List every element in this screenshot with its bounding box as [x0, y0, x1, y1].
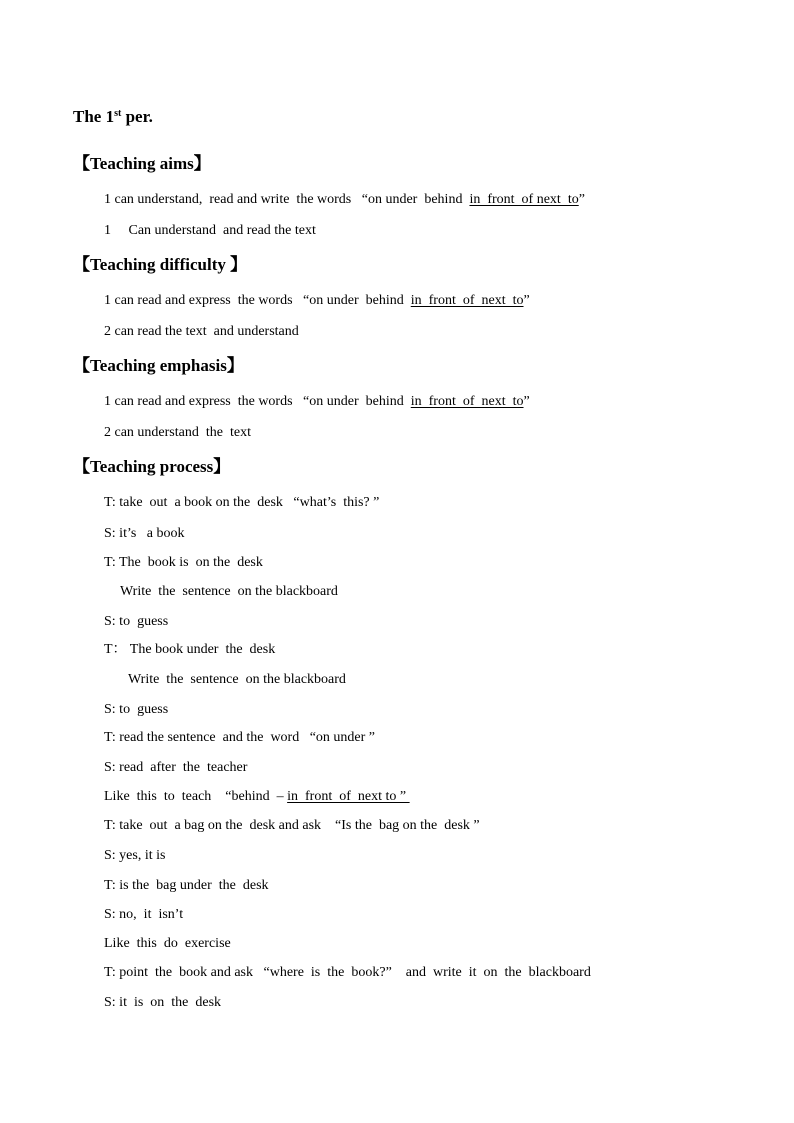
process-line-5: S: to guess [104, 614, 169, 629]
difficulty-line-1-underlined: in front of next to [410, 293, 524, 308]
aims-line-1-close-quote: ” [578, 192, 585, 207]
heading-teaching-emphasis: 【Teaching emphasis】 [73, 356, 244, 375]
page-title [73, 107, 153, 127]
aims-line-2: 1 Can understand and read the text [104, 223, 316, 238]
process-line-11 [104, 788, 410, 806]
difficulty-line-1 [104, 292, 530, 310]
process-line-11-underlined: in front of next to ” [287, 789, 410, 804]
emphasis-line-2: 2 can understand the text [104, 425, 251, 440]
process-line-3: T: The book is on the desk [104, 555, 263, 570]
process-line-12: T: take out a bag on the desk and ask “Is the bag on the desk ” [104, 818, 480, 833]
aims-line-1-underlined: in front of next to [469, 192, 579, 207]
process-line-14: T: is the bag under the desk [104, 878, 269, 893]
process-line-2: S: it’s a book [104, 526, 185, 541]
difficulty-line-1-close-quote: ” [523, 293, 530, 308]
process-line-18: S: it is on the desk [104, 995, 222, 1010]
difficulty-line-1-text: 1 can read and express the words “on under behind [104, 293, 411, 308]
process-line-10: S: read after the teacher [104, 760, 248, 775]
title-suffix: per. [121, 107, 153, 126]
emphasis-line-1-close-quote: ” [523, 394, 530, 409]
heading-teaching-aims: 【Teaching aims】 [73, 154, 211, 173]
process-line-17: T: point the book and ask “where is the book?” and write it on the blackboard [104, 965, 591, 980]
process-line-4: Write the sentence on the blackboard [120, 584, 338, 599]
heading-teaching-difficulty: 【Teaching difficulty 】 [73, 255, 248, 274]
process-line-1: T: take out a book on the desk “what’s this? ” [104, 495, 380, 510]
emphasis-line-1 [104, 393, 530, 411]
process-line-6: T： The book under the desk [104, 642, 276, 657]
process-line-15: S: no, it isn’t [104, 907, 184, 922]
aims-line-1-text: 1 can understand, read and write the words “on under behind [104, 192, 470, 207]
process-line-16: Like this do exercise [104, 936, 231, 951]
process-line-13: S: yes, it is [104, 848, 166, 863]
process-line-7: Write the sentence on the blackboard [128, 672, 346, 687]
emphasis-line-1-underlined: in front of next to [410, 394, 524, 409]
difficulty-line-2: 2 can read the text and understand [104, 324, 299, 339]
process-line-9: T: read the sentence and the word “on under ” [104, 730, 376, 745]
process-line-8: S: to guess [104, 702, 169, 717]
aims-line-1 [104, 191, 585, 209]
title-prefix: The 1 [73, 107, 115, 126]
title-superscript: st [114, 108, 122, 119]
heading-teaching-process: 【Teaching process】 [73, 457, 231, 476]
emphasis-line-1-text: 1 can read and express the words “on under behind [104, 394, 411, 409]
process-line-11-text: Like this to teach “behind – [104, 789, 288, 804]
